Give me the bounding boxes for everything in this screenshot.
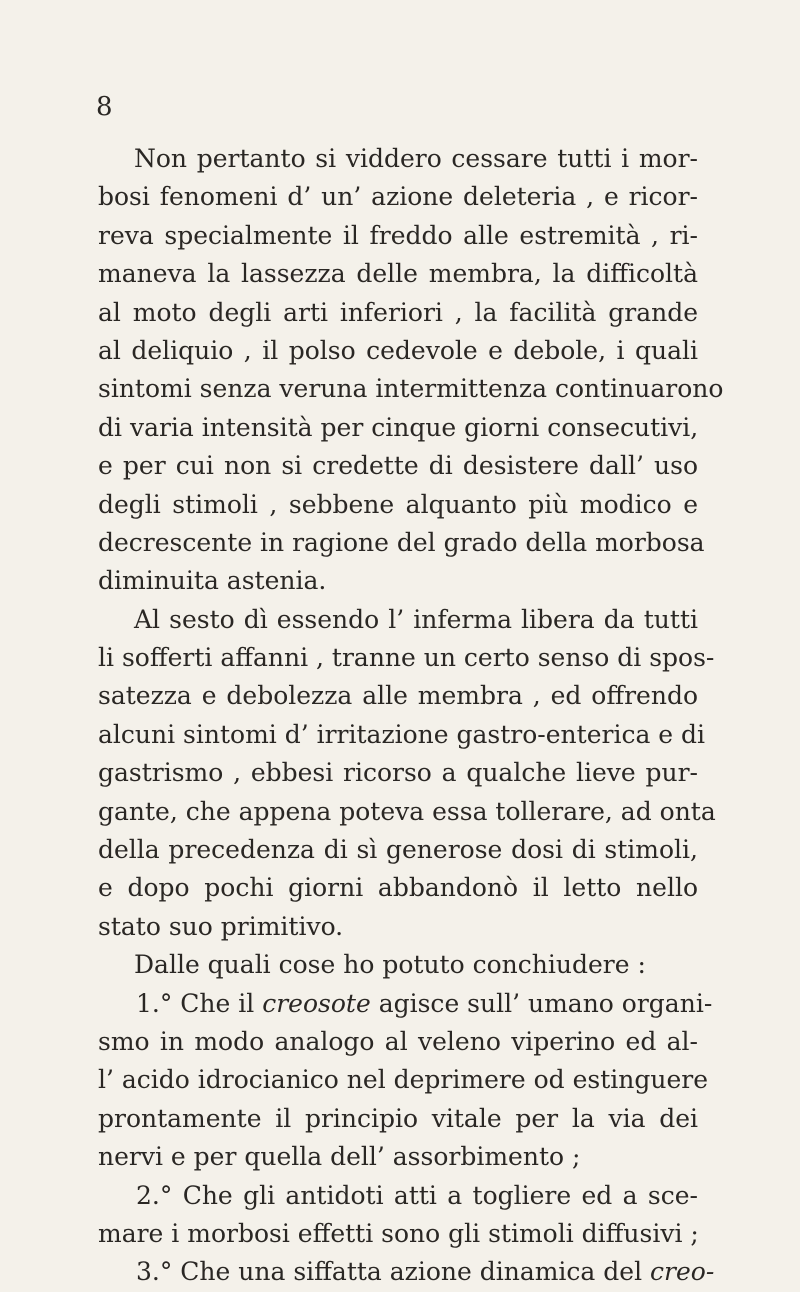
numbered-point-1: 1.° Che il [136,988,255,1018]
text-line: reva specialmente il freddo alle estremità , ri- [98,220,698,250]
text-line: della precedenza di sì generose dosi di stimoli, [98,835,698,865]
text-line [98,985,713,1023]
text-line: li sofferti affanni , tranne un certo senso di spos- [98,643,715,673]
italic-term: creo- [650,1257,715,1287]
text-line: di varia intensità per cinque giorni consecutivi, [98,412,699,442]
text-line: l’ acido idrocianico nel deprimere od estinguere [98,1065,708,1095]
numbered-point-1-continued: agisce sull’ umano organi- [378,988,713,1018]
text-line: nervi e per quella dell’ assorbimento ; [98,1142,581,1172]
text-line: 2.° Che gli antidoti atti a togliere ed a sce- [136,1180,698,1210]
text-line: satezza e debolezza alle membra , ed offrendo [98,681,698,711]
body-text [98,140,724,1292]
text-line: gante, che appena poteva essa tollerare, ad onta [98,796,716,826]
text-line: decrescente in ragione del grado della morbosa [98,527,705,557]
text-line: maneva la lassezza delle membra, la difficoltà [98,259,698,289]
text-line: sintomi senza veruna intermittenza continuarono [98,374,724,404]
text-line: Dalle quali cose ho potuto conchiudere : [134,950,646,980]
text-line: Al sesto dì essendo l’ inferma libera da tutti [134,604,698,634]
text-line: prontamente il principio vitale per la via dei [98,1103,698,1133]
text-line: e per cui non si credette di desistere dall’ uso [98,451,698,481]
italic-term: creosote [262,988,371,1018]
text-line: smo in modo analogo al veleno viperino ed al- [98,1026,698,1056]
text-line: al deliquio , il polso cedevole e debole, i quali [98,335,698,365]
page-number: 8 [96,92,113,122]
text-line: degli stimoli , sebbene alquanto più modico e [98,489,698,519]
text-line: e dopo pochi giorni abbandonò il letto nello [98,873,698,903]
text-line: al moto degli arti inferiori , la facilità grande [98,297,698,327]
text-line [98,1253,715,1291]
text-line: stato suo primitivo. [98,911,344,941]
numbered-point-3: 3.° Che una siffatta azione dinamica del [136,1257,643,1287]
text-line: diminuita astenia. [98,566,327,596]
text-line: Non pertanto si viddero cessare tutti i mor- [134,144,698,173]
text-line: bosi fenomeni d’ un’ azione deleteria , e ricor- [98,182,698,212]
text-line: alcuni sintomi d’ irritazione gastro-enterica e di [98,719,706,749]
text-line: gastrismo , ebbesi ricorso a qualche lieve pur- [98,758,698,788]
text-line: mare i morbosi effetti sono gli stimoli diffusivi ; [98,1218,699,1248]
